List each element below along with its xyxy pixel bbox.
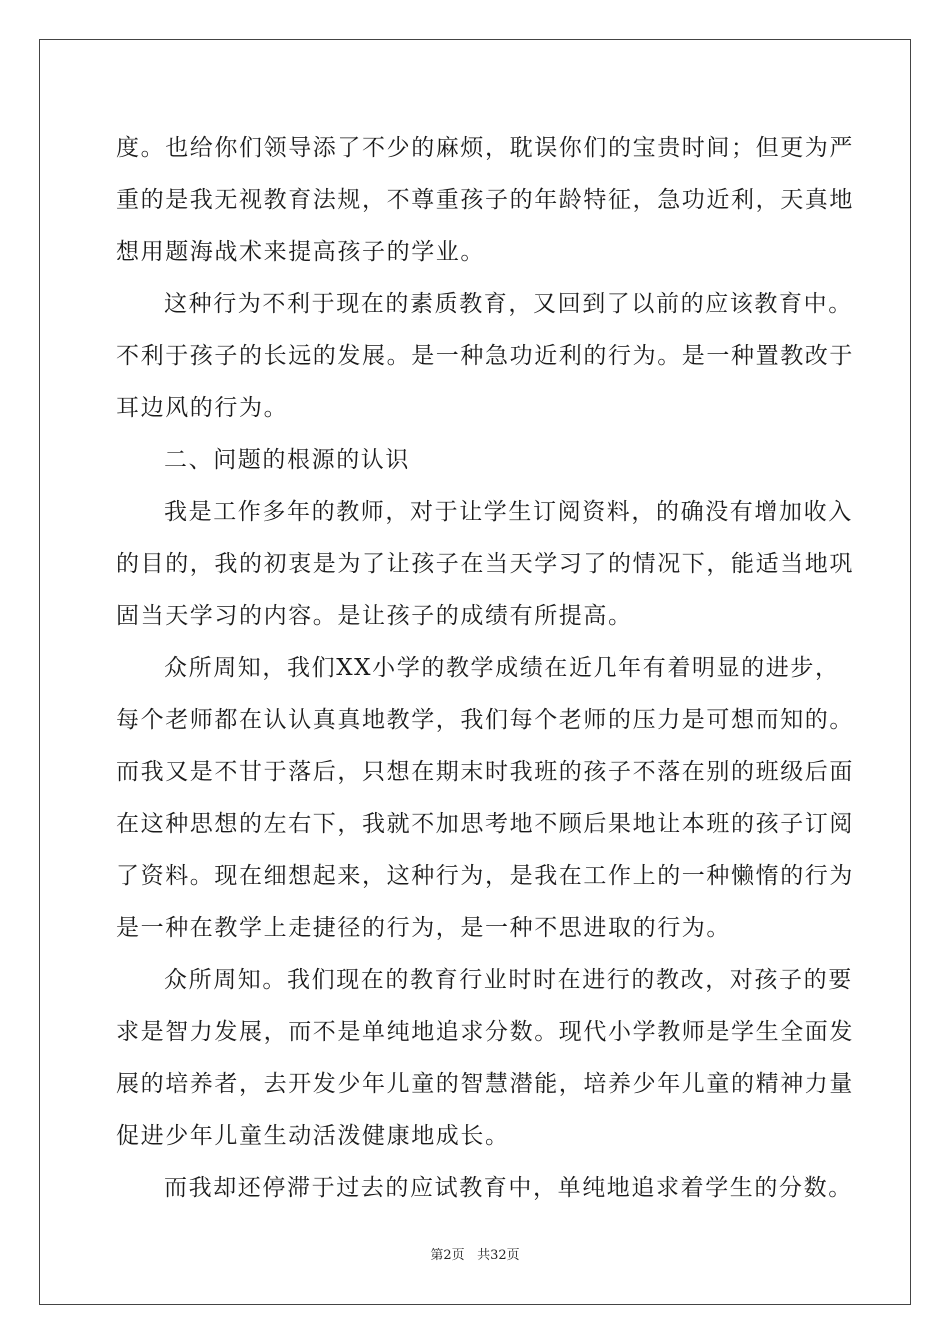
text-line: 求是智力发展，而不是单纯地追求分数。现代小学教师是学生全面发 (116, 1019, 854, 1045)
paragraph-start-line: 我是工作多年的教师，对于让学生订阅资料，的确没有增加收入 (164, 499, 853, 525)
page-number: 第2页 (430, 1248, 465, 1263)
paragraph-start-line: 这种行为不利于现在的素质教育，又回到了以前的应该教育中。 (164, 291, 853, 317)
text-line: 重的是我无视教育法规，不尊重孩子的年龄特征，急功近利，天真地 (116, 187, 854, 213)
text-line: 想用题海战术来提高孩子的学业。 (116, 239, 485, 265)
paragraph-start-line: 众所周知。我们现在的教育行业时时在进行的教改，对孩子的要 (164, 967, 853, 993)
text-line: 不利于孩子的长远的发展。是一种急功近利的行为。是一种置教改于 (116, 343, 854, 369)
text-line: 而我又是不甘于落后，只想在期末时我班的孩子不落在别的班级后面 (116, 759, 854, 785)
text-line: 耳边风的行为。 (116, 395, 289, 421)
text-line: 是一种在教学上走捷径的行为，是一种不思进取的行为。 (116, 915, 731, 941)
section-heading: 二、问题的根源的认识 (164, 447, 410, 473)
paragraph-start-line: 而我却还停滞于过去的应试教育中，单纯地追求着学生的分数。 (164, 1175, 853, 1201)
page-footer (0, 1244, 950, 1263)
page-total: 共32页 (477, 1248, 520, 1263)
paragraph-start-line: 众所周知，我们XX小学的教学成绩在近几年有着明显的进步， (164, 655, 840, 681)
text-line: 每个老师都在认认真真地教学，我们每个老师的压力是可想而知的。 (116, 707, 854, 733)
footer-spacer (465, 1248, 477, 1263)
text-line: 展的培养者，去开发少年儿童的智慧潜能，培养少年儿童的精神力量 (116, 1071, 854, 1097)
text-line: 了资料。现在细想起来，这种行为，是我在工作上的一种懒惰的行为 (116, 863, 854, 889)
text-line: 在这种思想的左右下，我就不加思考地不顾后果地让本班的孩子订阅 (116, 811, 854, 837)
document-body (116, 122, 854, 1214)
text-line: 的目的，我的初衷是为了让孩子在当天学习了的情况下，能适当地巩 (116, 551, 854, 577)
text-line: 促进少年儿童生动活泼健康地成长。 (116, 1123, 510, 1149)
text-line: 固当天学习的内容。是让孩子的成绩有所提高。 (116, 603, 633, 629)
text-line: 度。也给你们领导添了不少的麻烦，耽误你们的宝贵时间；但更为严 (116, 135, 854, 161)
